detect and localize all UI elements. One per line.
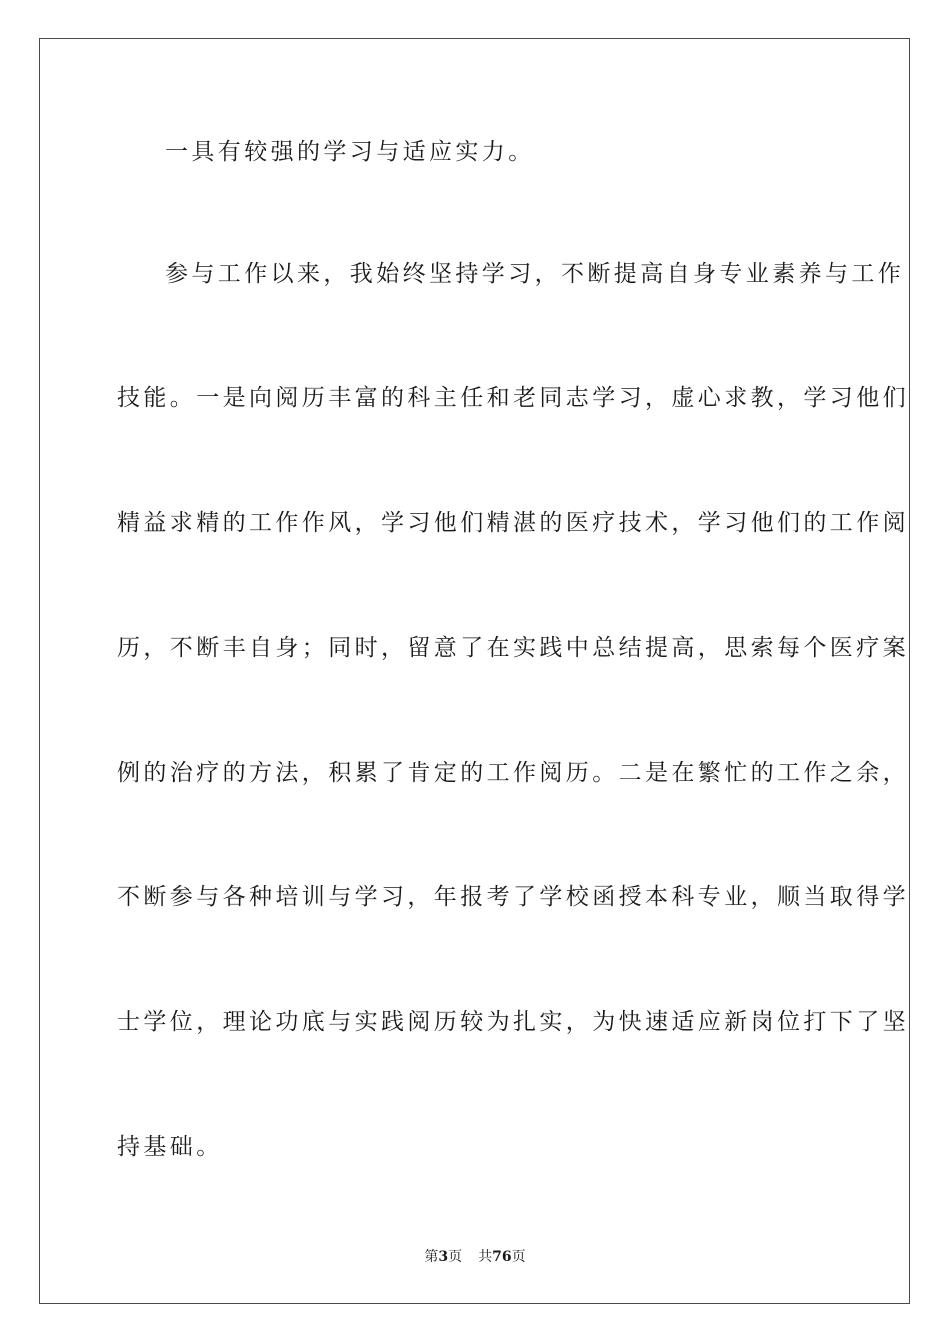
paragraph-2-line-5: 例的治疗的方法，积累了肯定的工作阅历。二是在繁忙的工作之余， xyxy=(117,760,909,786)
paragraph-2-line-8: 持基础。 xyxy=(117,1134,223,1160)
page-footer xyxy=(0,1247,950,1267)
paragraph-2-line-6: 不断参与各种培训与学习，年报考了学校函授本科专业，顺当取得学 xyxy=(117,884,909,910)
paragraph-2-line-1: 参与工作以来，我始终坚持学习，不断提高自身专业素养与工作 xyxy=(165,261,905,287)
paragraph-2-line-3: 精益求精的工作作风，学习他们精湛的医疗技术，学习他们的工作阅 xyxy=(117,510,909,536)
paragraph-2-line-4: 历，不断丰自身；同时，留意了在实践中总结提高，思索每个医疗案 xyxy=(117,635,909,661)
page-number: 第3页 xyxy=(424,1249,463,1265)
paragraph-2-line-7: 士学位，理论功底与实践阅历较为扎实，为快速适应新岗位打下了坚 xyxy=(117,1009,909,1035)
page-border xyxy=(39,38,910,1304)
paragraph-2-line-2: 技能。一是向阅历丰富的科主任和老同志学习，虚心求教，学习他们 xyxy=(117,385,909,411)
page-total: 共76页 xyxy=(478,1249,526,1265)
paragraph-1-line-1: 一具有较强的学习与适应实力。 xyxy=(165,139,535,165)
